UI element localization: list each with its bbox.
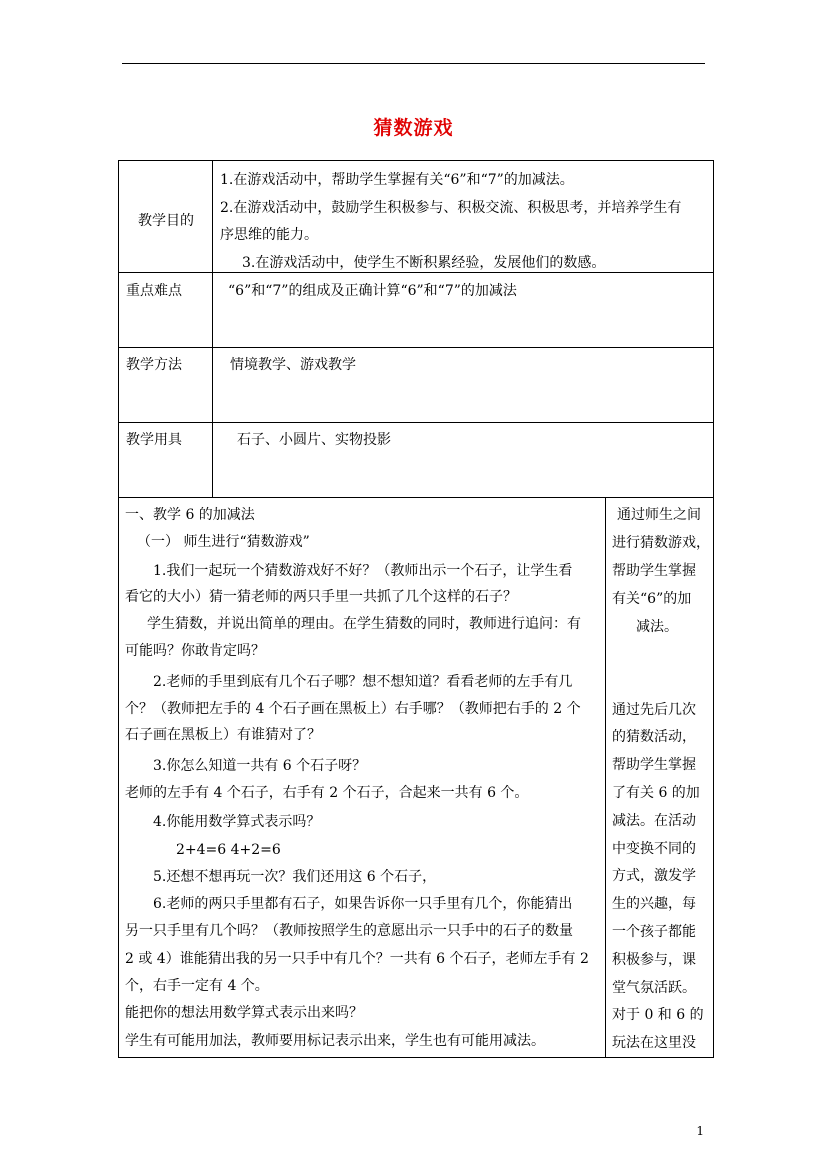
note-line: 减法。在活动: [612, 813, 696, 829]
process-line: 5.还想不想再玩一次？我们还用这 6 个石子，: [153, 869, 437, 885]
note-line: 减法。: [636, 619, 678, 635]
document-title: 猜数游戏: [373, 117, 454, 139]
process-line: 2.老师的手里到底有几个石子哪？想不想知道？看看老师的左手有几: [153, 674, 573, 690]
process-line: 学生猜数，并说出简单的理由。在学生猜数的同时，教师进行追问：有: [147, 616, 581, 632]
note-line: 有关“6”的加: [612, 591, 692, 607]
table-row-divider: [118, 422, 714, 423]
note-line: 生的兴趣，每: [612, 896, 696, 912]
tools-text: 石子、小圆片、实物投影: [237, 432, 391, 448]
objectives-line: 3.在游戏活动中，使学生不断积累经验，发展他们的数感。: [242, 255, 606, 271]
table-border-top: [118, 160, 714, 161]
objectives-line: 1.在游戏活动中，帮助学生掌握有关“6”和“7”的加减法。: [220, 172, 574, 188]
note-line: 通过师生之间: [617, 507, 701, 523]
process-line: 4.你能用数学算式表示吗？: [153, 814, 321, 830]
note-line: 进行猜数游戏，: [612, 535, 710, 551]
note-line: 中变换不同的: [612, 841, 696, 857]
process-line: 老师的左手有 4 个石子，右手有 2 个石子，合起来一共有 6 个。: [125, 785, 529, 801]
table-column-divider-notes: [605, 497, 606, 1057]
process-line: 一、教学 6 的加减法: [125, 507, 255, 523]
table-border-left: [118, 160, 119, 1057]
tools-label: 教学用具: [126, 432, 182, 448]
process-line: （一） 师生进行“猜数游戏”: [137, 534, 310, 550]
note-line: 帮助学生掌握: [612, 563, 696, 579]
objectives-line: 序思维的能力。: [220, 227, 318, 243]
note-line: 对于 0 和 6 的: [612, 1007, 704, 1023]
process-line: 2 或 4）谁能猜出我的另一只手中有几个？一共有 6 个石子，老师左手有 2: [125, 951, 589, 967]
objectives-label: 教学目的: [138, 213, 194, 229]
process-line: 可能吗？你敢肯定吗？: [125, 643, 265, 659]
note-line: 了有关 6 的加: [612, 785, 700, 801]
process-line: 看它的大小）猜一猜老师的两只手里一共抓了几个这样的石子？: [125, 589, 517, 605]
process-line: 能把你的想法用数学算式表示出来吗？: [125, 1005, 363, 1021]
methods-text: 情境教学、游戏教学: [230, 357, 356, 373]
table-border-bottom: [118, 1057, 714, 1058]
objectives-line: 2.在游戏活动中，鼓励学生积极参与、积极交流、积极思考，并培养学生有: [220, 200, 682, 216]
note-line: 方式，激发学: [612, 868, 696, 884]
note-line: 一个孩子都能: [612, 924, 696, 940]
table-border-right: [713, 160, 714, 1057]
process-line: 个？（教师把左手的 4 个石子画在黑板上）右手哪？（教师把右手的 2 个: [125, 701, 581, 717]
note-line: 堂气氛活跃。: [612, 980, 696, 996]
process-line: 学生有可能用加法，教师要用标记表示出来，学生也有可能用减法。: [125, 1033, 545, 1049]
process-line: 个，右手一定有 4 个。: [125, 978, 269, 994]
key-points-label: 重点难点: [126, 283, 182, 299]
process-line: 3.你怎么知道一共有 6 个石子呀？: [153, 758, 367, 774]
table-column-divider: [212, 160, 213, 497]
methods-label: 教学方法: [126, 357, 182, 373]
note-line: 积极参与，课: [612, 952, 696, 968]
key-points-text: “6”和“7”的组成及正确计算“6”和“7”的加减法: [228, 283, 517, 299]
table-row-divider: [118, 497, 714, 498]
process-line: 另一只手里有几个吗？（教师按照学生的意愿出示一只手中的石子的数量: [125, 923, 573, 939]
process-line: 2+4=6 4+2=6: [176, 842, 281, 858]
process-line: 石子画在黑板上）有谁猜对了？: [125, 727, 321, 743]
process-line: 1.我们一起玩一个猜数游戏好不好？（教师出示一个石子，让学生看: [153, 563, 573, 579]
note-line: 的猜数活动，: [612, 729, 696, 745]
table-row-divider: [118, 347, 714, 348]
note-line: 通过先后几次: [612, 702, 696, 718]
note-line: 帮助学生掌握: [612, 757, 696, 773]
header-rule: [122, 63, 705, 64]
note-line: 玩法在这里没: [612, 1035, 696, 1051]
page-number: 1: [696, 1124, 704, 1138]
process-line: 6.老师的两只手里都有石子，如果告诉你一只手里有几个，你能猜出: [153, 896, 573, 912]
